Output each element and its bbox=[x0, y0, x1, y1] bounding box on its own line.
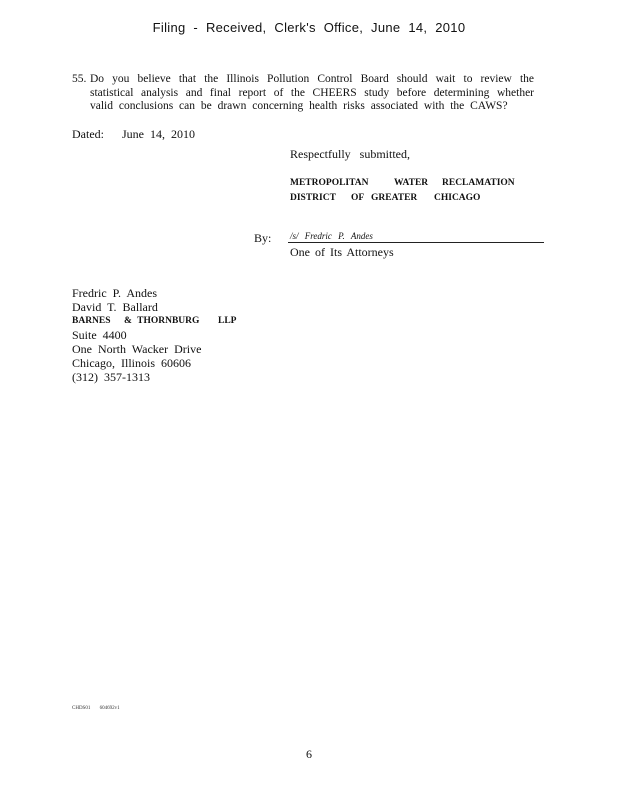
question-text: Do you believe that the Illinois Pollution Control Board should wait to review the statistical analysis and final report of the CHEERS study before determining whether valid conclusions can be drawn concerning health risks associated with the CAWS? bbox=[90, 73, 534, 112]
address-suite: Suite 4400 bbox=[72, 328, 127, 342]
address-city: Chicago, Illinois 60606 bbox=[72, 356, 191, 370]
organization-name bbox=[290, 176, 515, 206]
dated-label: Dated: bbox=[72, 127, 104, 141]
dated-date: June 14, 2010 bbox=[122, 127, 195, 141]
counsel-address-block bbox=[72, 286, 236, 384]
firm-word: & THORNBURG bbox=[124, 316, 200, 326]
org-word: RECLAMATION bbox=[442, 178, 515, 188]
org-word: METROPOLITAN bbox=[290, 178, 369, 188]
organization-line-2 bbox=[290, 191, 515, 206]
org-word: CHICAGO bbox=[434, 193, 481, 203]
phone-number: (312) 357-1313 bbox=[72, 370, 150, 384]
org-word: GREATER bbox=[371, 193, 418, 203]
counsel-name: Fredric P. Andes bbox=[72, 286, 157, 300]
signature-line bbox=[288, 242, 544, 243]
electronic-signature: /s/ Fredric P. Andes bbox=[290, 231, 373, 241]
document-id: CHDS01 604692v1 bbox=[72, 706, 120, 711]
dated-line bbox=[72, 127, 195, 142]
org-word: WATER bbox=[394, 178, 429, 188]
organization-line-1 bbox=[290, 176, 515, 191]
closing-text: Respectfully submitted, bbox=[290, 147, 410, 161]
org-word: OF bbox=[351, 193, 365, 203]
by-label: By: bbox=[254, 231, 272, 245]
org-word: DISTRICT bbox=[290, 193, 336, 203]
signer-role: One of Its Attorneys bbox=[290, 245, 394, 259]
firm-word: LLP bbox=[218, 316, 237, 326]
page-number: 6 bbox=[306, 747, 312, 761]
address-street: One North Wacker Drive bbox=[72, 342, 202, 356]
question-number: 55. bbox=[72, 73, 87, 85]
filing-header: Filing - Received, Clerk's Office, June 14, 2010 bbox=[152, 20, 466, 35]
counsel-name: David T. Ballard bbox=[72, 300, 158, 314]
law-firm-name bbox=[72, 314, 236, 328]
firm-word: BARNES bbox=[72, 316, 111, 326]
